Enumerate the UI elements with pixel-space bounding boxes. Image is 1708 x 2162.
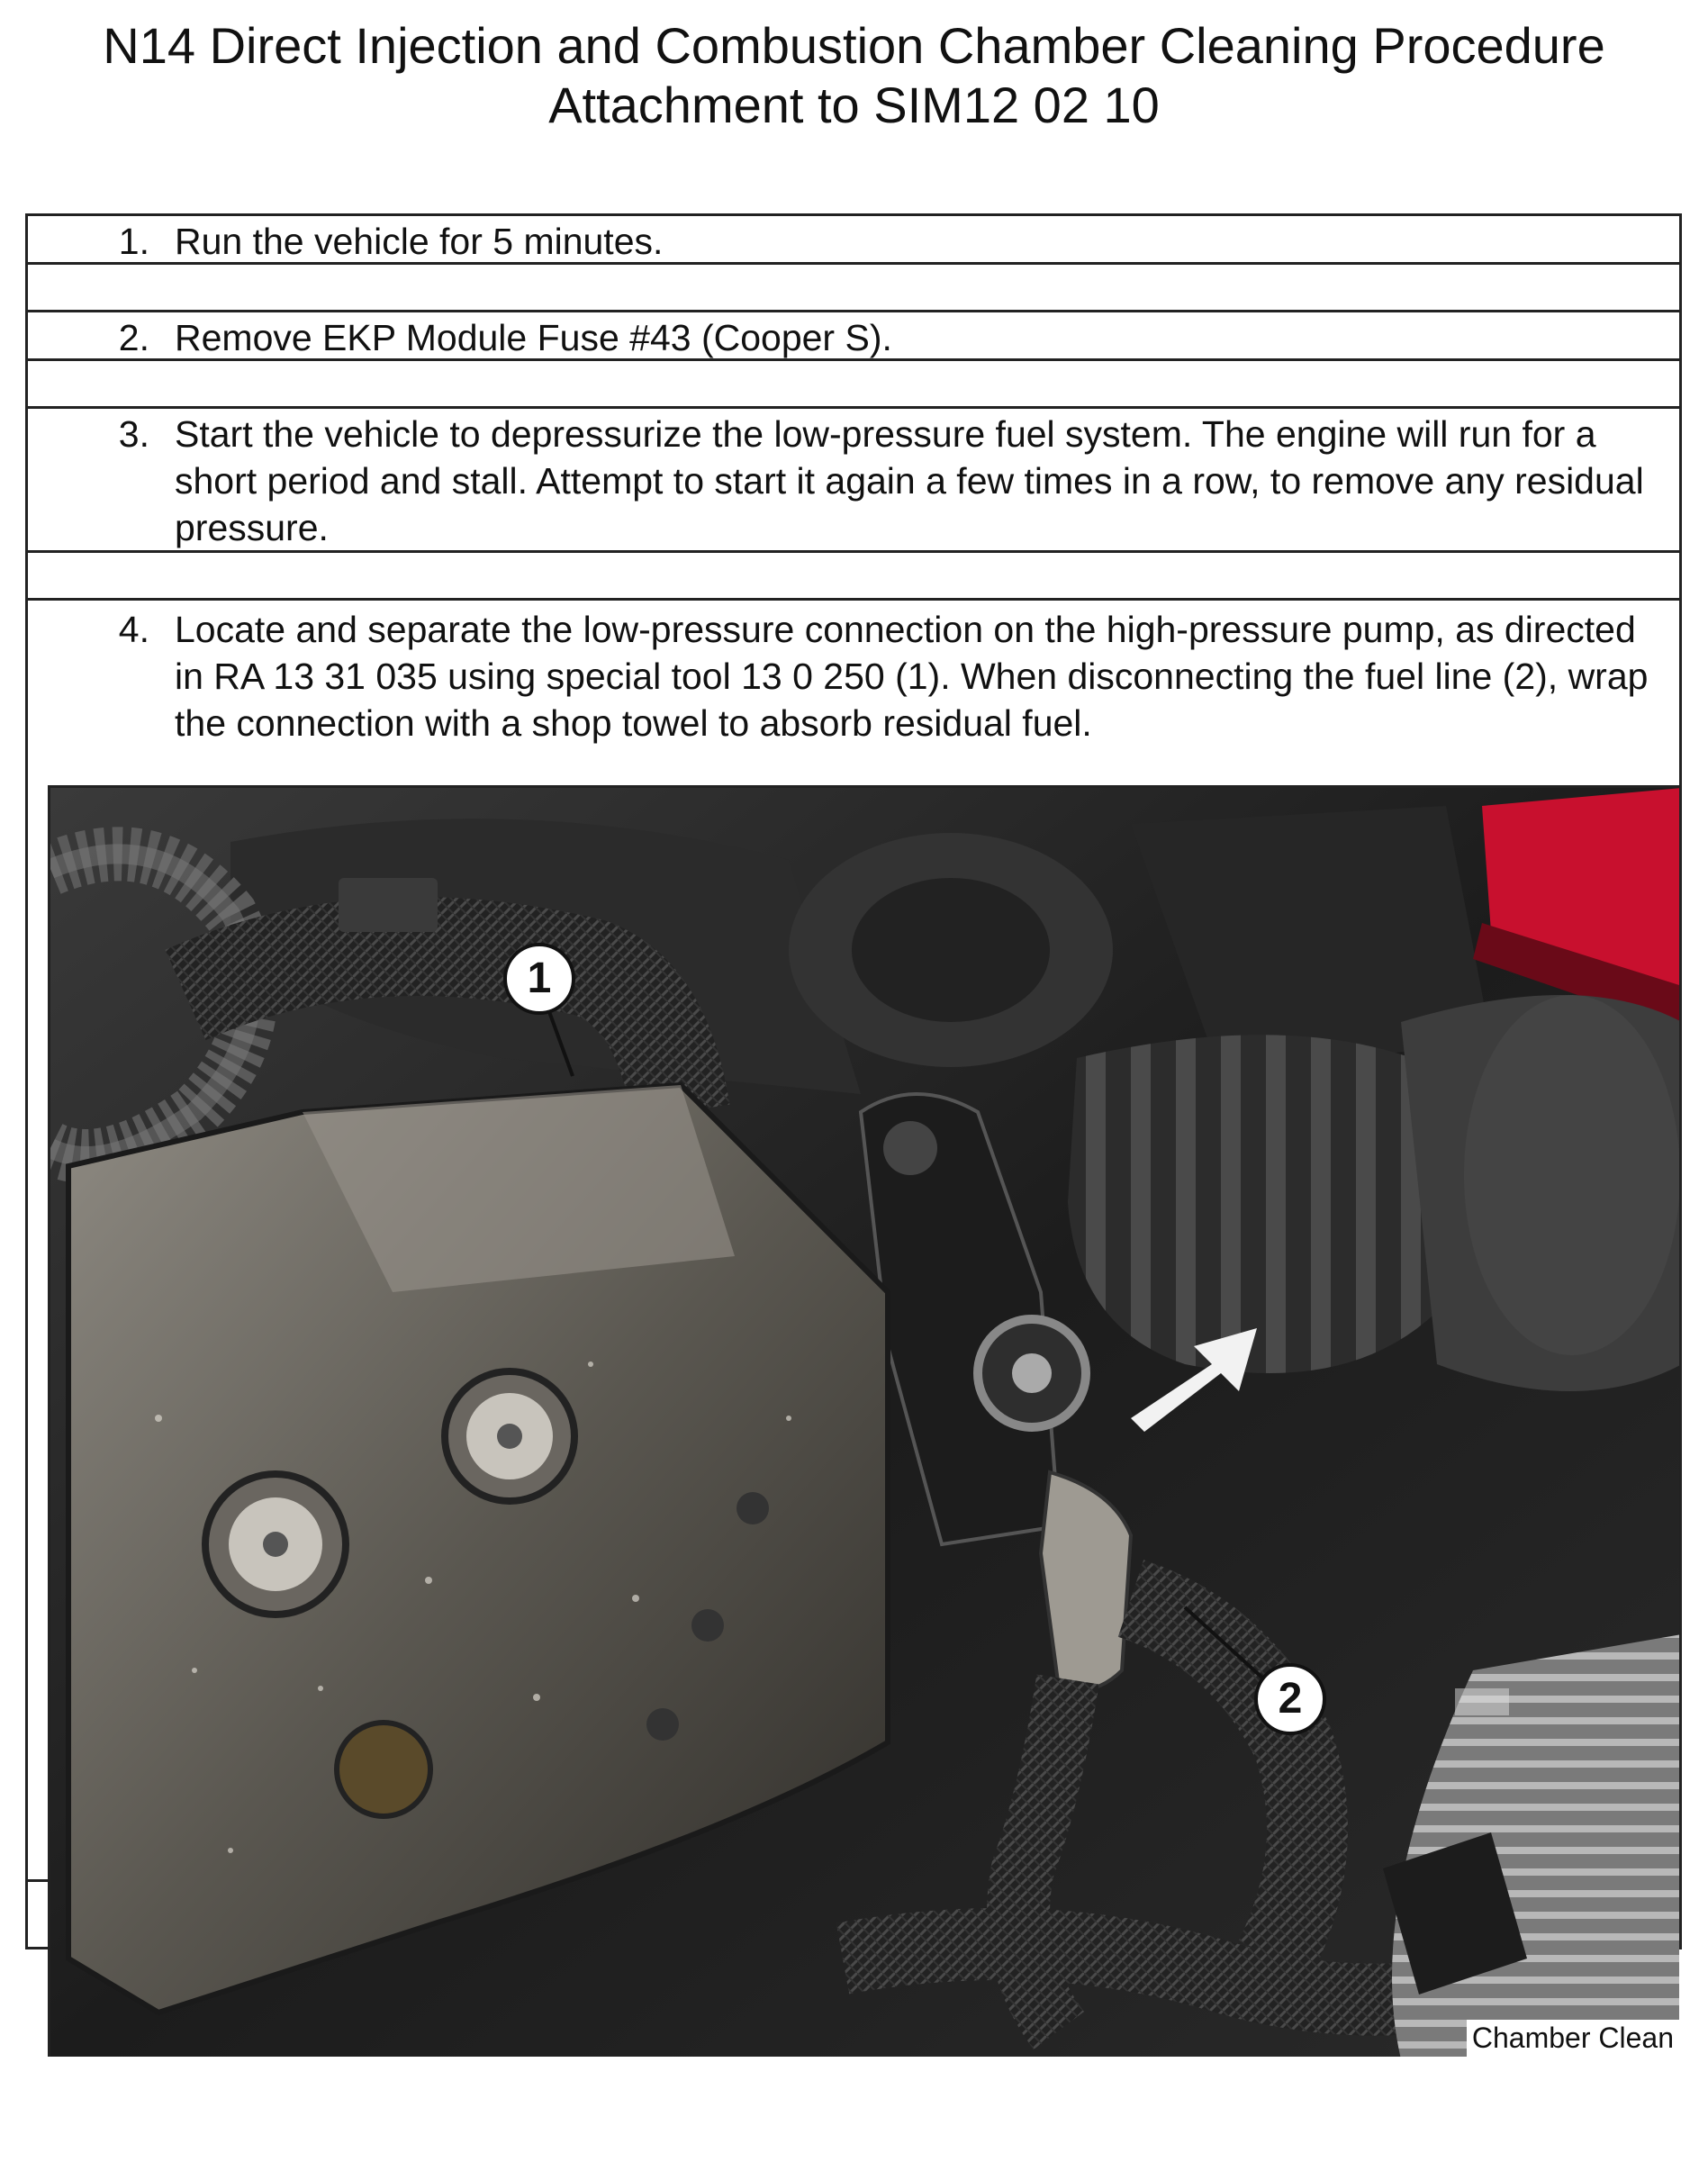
step-row-4 [28, 601, 1679, 2054]
spacer-row [28, 265, 1679, 312]
spacer-row [28, 361, 1679, 409]
spacer-row [28, 553, 1679, 601]
bottom-empty-row [28, 1882, 1679, 1947]
photo-watermark: Chamber Clean [1467, 2020, 1679, 2057]
callout-2: 2 [1254, 1663, 1326, 1735]
document-title [0, 16, 1708, 135]
step-number: 4. [118, 609, 149, 650]
step-number: 2. [118, 317, 149, 358]
step-row-1 [28, 216, 1679, 265]
step-text: Start the vehicle to depressurize the low-pressure fuel system. The engine will run for a short period and stall. Attempt to start it again a few times in a row, to remove any residual pressure. [175, 413, 1644, 548]
procedure-table [25, 213, 1682, 2054]
step-text: Locate and separate the low-pressure connection on the high-pressure pump, as directed in RA 13 31 035 using special tool 13 0 250 (1). When disconnecting the fuel line (2), wrap the connection with a shop towel to absorb residual fuel. [175, 609, 1649, 744]
step-row-2 [28, 312, 1679, 361]
engine-photo [48, 785, 1679, 2057]
title-line-2: Attachment to SIM12 02 10 [548, 77, 1160, 133]
engine-photo-illustration [50, 788, 1679, 2057]
step-text: Run the vehicle for 5 minutes. [175, 221, 664, 262]
step-number: 3. [118, 413, 149, 455]
step-row-3 [28, 409, 1679, 553]
callout-1: 1 [503, 943, 575, 1015]
title-line-1: N14 Direct Injection and Combustion Chamber Cleaning Procedure [103, 17, 1605, 74]
step-text: Remove EKP Module Fuse #43 (Cooper S). [175, 317, 892, 358]
step-number: 1. [118, 221, 149, 262]
